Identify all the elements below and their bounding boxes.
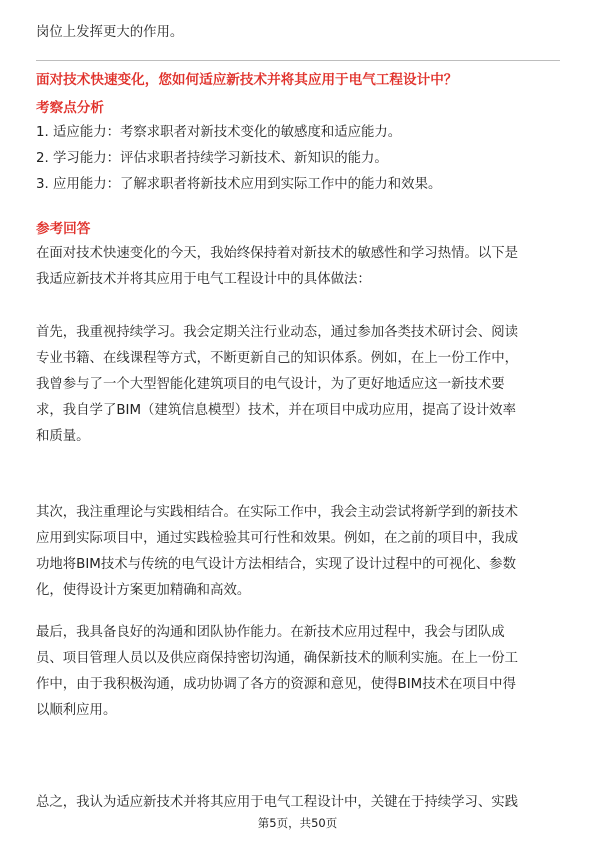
answer-paragraph-1 [36,320,560,450]
paragraph-line: 总之，我认为适应新技术并将其应用于电气工程设计中，关键在于持续学习、实践 [36,795,519,810]
paragraph-line: 功地将BIM技术与传统的电气设计方法相结合，实现了设计过程中的可视化、参数 [36,557,516,572]
analysis-heading: 考察点分析 [36,100,104,116]
paragraph-line: 岗位上发挥更大的作用。 [36,25,184,40]
paragraph-line: 我适应新技术并将其应用于电气工程设计中的具体做法： [36,272,371,287]
page-number: 第5页，共50页 [257,816,338,830]
answer-heading: 参考回答 [36,221,91,237]
list-item: 2. 学习能力：评估求职者持续学习新技术、新知识的能力。 [36,151,388,166]
paragraph-line: 以顺利应用。 [36,703,117,718]
previous-answer-tail [36,20,560,46]
answer-paragraph-2 [36,500,560,604]
interview-question: 面对技术快速变化，您如何适应新技术并将其应用于电气工程设计中？ [36,72,458,88]
paragraph-line: 应用到实际项目中，通过实践检验其可行性和效果。例如，在之前的项目中，我成 [36,531,519,546]
paragraph-line: 员、项目管理人员以及供应商保持密切沟通，确保新技术的顺利实施。在上一份工 [36,651,519,666]
list-item: 1. 适应能力：考察求职者对新技术变化的敏感度和适应能力。 [36,125,402,140]
paragraph-line: 化，使得设计方案更加精确和高效。 [36,583,251,598]
section-divider [36,60,560,61]
paragraph-line: 在面对技术快速变化的今天，我始终保持着对新技术的敏感性和学习热情。以下是 [36,246,519,261]
paragraph-line: 我曾参与了一个大型智能化建筑项目的电气设计，为了更好地适应这一新技术要 [36,377,505,392]
list-item: 3. 应用能力：了解求职者将新技术应用到实际工作中的能力和效果。 [36,177,442,192]
paragraph-line: 首先，我重视持续学习。我会定期关注行业动态，通过参加各类技术研讨会、阅读 [36,325,519,340]
paragraph-line: 专业书籍、在线课程等方式，不断更新自己的知识体系。例如，在上一份工作中， [36,351,519,366]
answer-paragraph-3 [36,620,560,724]
analysis-list [36,120,560,198]
paragraph-line: 求，我自学了BIM（建筑信息模型）技术，并在项目中成功应用，提高了设计效率 [36,403,516,418]
paragraph-line: 作中，由于我积极沟通，成功协调了各方的资源和意见，使得BIM技术在项目中得 [36,677,516,692]
paragraph-line: 其次，我注重理论与实践相结合。在实际工作中，我会主动尝试将新学到的新技术 [36,505,519,520]
paragraph-line: 最后，我具备良好的沟通和团队协作能力。在新技术应用过程中，我会与团队成 [36,625,505,640]
answer-intro [36,241,560,293]
paragraph-line: 和质量。 [36,429,90,444]
answer-paragraph-4 [36,790,560,816]
